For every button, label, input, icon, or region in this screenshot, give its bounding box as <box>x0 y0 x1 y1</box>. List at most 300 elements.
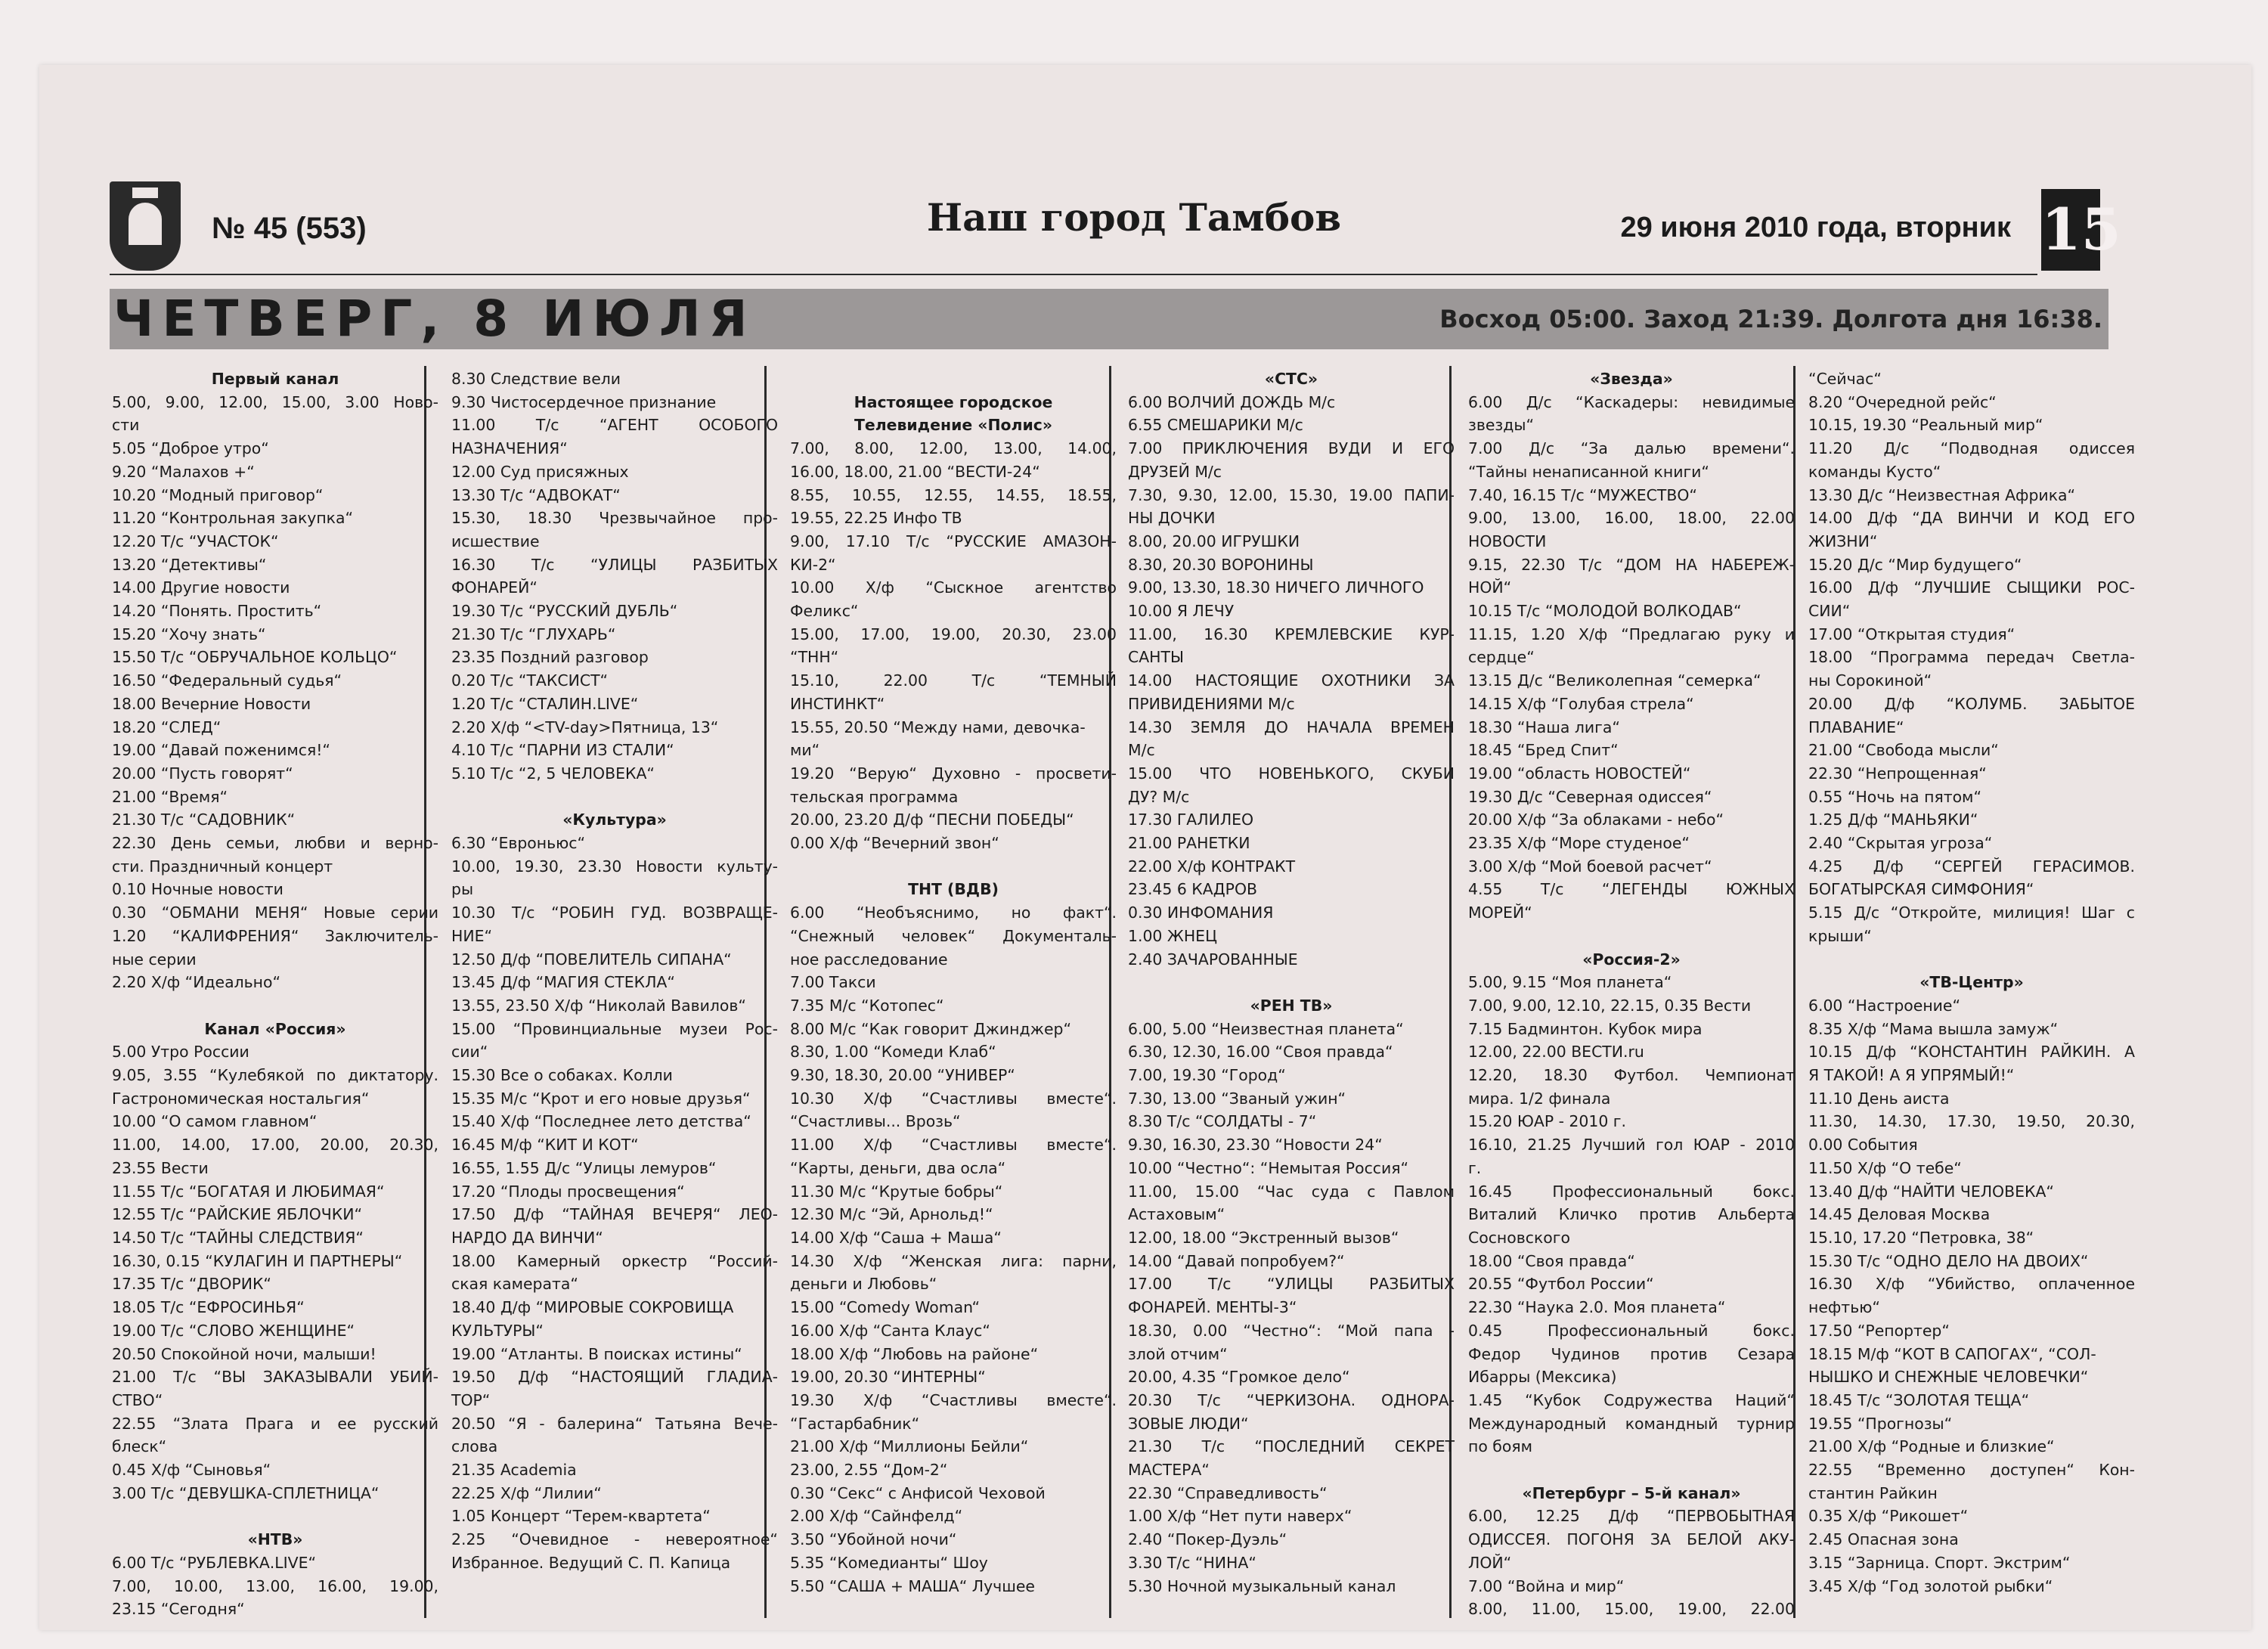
program-line: 0.35 Х/ф “Рикошет“ <box>1808 1507 1969 1526</box>
program-line: 23.35 Х/ф “Море студеное“ <box>1468 834 1690 853</box>
program-line: 21.30 Т/с “ГЛУХАРЬ“ <box>451 625 616 643</box>
channel-heading: «Культура» <box>562 811 667 829</box>
program-line: 11.20 “Контрольная закупка“ <box>112 509 354 528</box>
program-line: 15.30 Все о собаках. Колли <box>451 1066 673 1085</box>
program-line: 5.00, 9.00, 12.00, 15.00, 3.00 Ново- <box>112 392 438 411</box>
channel-heading: «РЕН ТВ» <box>1250 996 1333 1015</box>
program-line: 19.00 “Давай поженимся!“ <box>112 741 330 760</box>
program-line: 15.00 “Провинциальные музеи Рос- <box>451 1019 778 1038</box>
program-line: 22.25 Х/ф “Лилии“ <box>451 1483 602 1502</box>
spacer <box>1468 1458 1795 1482</box>
program-line: 8.00 М/с “Как говорит Джинджер“ <box>790 1019 1072 1038</box>
spacer <box>790 855 1117 879</box>
program-line: ИНСТИНКТ“ <box>790 694 885 713</box>
program-line: 16.45 Профессиональный бокс. <box>1468 1182 1795 1201</box>
program-line: 16.00 Д/ф “ЛУЧШИЕ СЫЩИКИ РОС- <box>1808 578 2135 597</box>
program-line: деньги и Любовь“ <box>790 1275 937 1294</box>
program-line: 16.55, 1.55 Д/с “Улицы лемуров“ <box>451 1158 717 1177</box>
program-line: 13.40 Д/ф “НАЙТИ ЧЕЛОВЕКА“ <box>1808 1182 2054 1201</box>
program-line: 0.30 “ОБМАНИ МЕНЯ“ Новые серии <box>112 904 438 922</box>
program-line: ми“ <box>790 741 820 760</box>
program-line: звезды“ <box>1468 416 1535 435</box>
city-crest-icon <box>110 181 181 271</box>
program-line: 18.40 Д/ф “МИРОВЫЕ СОКРОВИЩА <box>451 1298 734 1317</box>
program-line: ФОНАРЕЙ“ <box>451 578 538 597</box>
program-line: 9.30, 18.30, 20.00 “УНИВЕР“ <box>790 1066 1015 1085</box>
program-line: 1.20 Т/с “СТАЛИН.LIVE“ <box>451 694 639 713</box>
tv-column-6 <box>1808 367 2135 1598</box>
program-line: 19.00 “Атланты. В поисках истины“ <box>451 1344 742 1363</box>
program-line: “Сейчас“ <box>1808 370 1882 388</box>
program-line: 16.50 “Федеральный судья“ <box>112 671 342 690</box>
program-line: 10.00 Я ЛЕЧУ <box>1128 602 1235 621</box>
program-line: 3.30 Т/с “НИНА“ <box>1128 1553 1256 1572</box>
program-line: 7.35 М/с “Котопес“ <box>790 996 944 1015</box>
program-line: 19.30 Т/с “РУССКИЙ ДУБЛЬ“ <box>451 602 678 621</box>
program-line: НОВОСТИ <box>1468 532 1547 550</box>
program-line: СИИ“ <box>1808 602 1851 621</box>
program-line: 23.00, 2.55 “Дом-2“ <box>790 1461 948 1480</box>
program-line: по боям <box>1468 1437 1532 1456</box>
program-line: 0.45 Х/ф “Сыновья“ <box>112 1461 271 1480</box>
program-line: 5.30 Ночной музыкальный канал <box>1128 1576 1396 1595</box>
program-line: Ибарры (Мексика) <box>1468 1368 1617 1387</box>
program-line: ЗОВЫЕ ЛЮДИ“ <box>1128 1414 1249 1433</box>
program-line: 5.05 “Доброе утро“ <box>112 439 269 458</box>
program-line: 2.40 “Скрытая угроза“ <box>1808 834 1993 853</box>
program-line: 7.40, 16.15 Т/с “МУЖЕСТВО“ <box>1468 485 1697 504</box>
program-line: 2.25 “Очевидное - невероятное“ <box>451 1530 778 1549</box>
program-line: 15.10, 22.00 Т/с “ТЕМНЫЙ <box>790 671 1117 690</box>
program-line: 20.00 Д/ф “КОЛУМБ. ЗАБЫТОЕ <box>1808 694 2135 713</box>
program-line: ФОНАРЕЙ. МЕНТЫ-3“ <box>1128 1298 1297 1317</box>
program-line: 17.30 ГАЛИЛЕО <box>1128 811 1254 829</box>
channel-heading: «ТВ-Центр» <box>1919 973 2024 992</box>
spacer <box>1808 948 2135 972</box>
program-line: 11.00, 15.00 “Час суда с Павлом <box>1128 1182 1455 1201</box>
program-line: Избранное. Ведущий С. П. Капица <box>451 1553 731 1572</box>
program-line: 7.00 Такси <box>790 973 876 992</box>
program-line: 10.30 Т/с “РОБИН ГУД. ВОЗВРАЩЕ- <box>451 904 778 922</box>
program-line: 10.15, 19.30 “Реальный мир“ <box>1808 416 2043 435</box>
program-line: 17.50 Д/ф “ТАЙНАЯ ВЕЧЕРЯ“ ЛЕО- <box>451 1205 778 1224</box>
program-line: 1.45 “Кубок Содружества Наций“ <box>1468 1390 1795 1409</box>
program-line: 10.00 “Честно“: “Немытая Россия“ <box>1128 1158 1409 1177</box>
program-line: 17.00 Т/с “УЛИЦЫ РАЗБИТЫХ <box>1128 1275 1455 1294</box>
program-line: 14.50 Т/с “ТАЙНЫ СЛЕДСТВИЯ“ <box>112 1229 364 1247</box>
program-line: 23.35 Поздний разговор <box>451 648 649 667</box>
program-line: НАРДО ДА ВИНЧИ“ <box>451 1229 603 1247</box>
program-line: 10.00 “О самом главном“ <box>112 1112 318 1131</box>
program-line: 7.00 Д/с “За далью времени“. <box>1468 439 1795 458</box>
program-line: 7.30, 9.30, 12.00, 15.30, 19.00 ПАПИ- <box>1128 485 1455 504</box>
program-line: 5.50 “САША + МАША“ Лучшее <box>790 1576 1035 1595</box>
program-line: 6.00, 5.00 “Неизвестная планета“ <box>1128 1019 1404 1038</box>
program-line: 7.00, 10.00, 13.00, 16.00, 19.00, <box>112 1576 438 1595</box>
program-line: 13.20 “Детективы“ <box>112 555 267 574</box>
program-line: 7.00, 9.00, 12.10, 22.15, 0.35 Вести <box>1468 996 1752 1015</box>
program-line: СТВО“ <box>112 1390 163 1409</box>
program-line: 0.30 “Секс“ с Анфисой Чеховой <box>790 1483 1046 1502</box>
program-line: 9.20 “Малахов +“ <box>112 462 255 481</box>
channel-heading: «Петербург – 5-й канал» <box>1522 1483 1741 1502</box>
program-line: слова <box>451 1437 498 1456</box>
program-line: ДУ? М/с <box>1128 787 1190 806</box>
program-line: крыши“ <box>1808 926 1872 945</box>
program-line: Астаховым“ <box>1128 1205 1225 1224</box>
program-line: тельская программа <box>790 787 959 806</box>
program-line: 10.00 Х/ф “Сыскное агентство <box>790 578 1117 597</box>
program-line: 3.15 “Зарница. Спорт. Экстрим“ <box>1808 1553 2071 1572</box>
program-line: 10.15 Т/с “МОЛОДОЙ ВОЛКОДАВ“ <box>1468 602 1742 621</box>
program-line: 15.20 Д/с “Мир будущего“ <box>1808 555 2022 574</box>
program-line: 14.00 Д/ф “ДА ВИНЧИ И КОД ЕГО <box>1808 509 2135 528</box>
program-line: 0.55 “Ночь на пятом“ <box>1808 787 1982 806</box>
program-line: КУЛЬТУРЫ“ <box>451 1321 544 1340</box>
program-line: 3.50 “Убойной ночи“ <box>790 1530 957 1549</box>
program-line: 5.15 Д/с “Откройте, милиция! Шаг с <box>1808 904 2135 922</box>
program-line: 14.45 Деловая Москва <box>1808 1205 1991 1224</box>
program-line: 17.35 Т/с “ДВОРИК“ <box>112 1275 271 1294</box>
program-line: 14.20 “Понять. Простить“ <box>112 602 322 621</box>
program-line: 6.00 ВОЛЧИЙ ДОЖДЬ М/с <box>1128 392 1336 411</box>
program-line: сердце“ <box>1468 648 1535 667</box>
program-line: 11.00 Т/с “АГЕНТ ОСОБОГО <box>451 416 778 435</box>
program-line: 15.40 Х/ф “Последнее лето детства“ <box>451 1112 751 1131</box>
program-line: сти <box>112 416 140 435</box>
page-number: 15 <box>2041 189 2100 271</box>
spacer <box>112 994 438 1018</box>
program-line: 12.00, 22.00 ВЕСТИ.ru <box>1468 1043 1644 1062</box>
program-line: 19.00 “область НОВОСТЕЙ“ <box>1468 764 1691 783</box>
program-line: 11.50 Х/ф “О тебе“ <box>1808 1158 1962 1177</box>
program-line: 0.30 ИНФОМАНИЯ <box>1128 904 1274 922</box>
program-line: 23.45 6 КАДРОВ <box>1128 880 1258 899</box>
program-line: 10.00, 19.30, 23.30 Новости культу- <box>451 857 778 876</box>
program-line: 1.00 ЖНЕЦ <box>1128 926 1217 945</box>
program-line: Международный командный турнир <box>1468 1414 1795 1433</box>
channel-heading: «СТС» <box>1264 370 1318 388</box>
program-line: 3.00 Х/ф “Мой боевой расчет“ <box>1468 857 1712 876</box>
channel-heading: «Звезда» <box>1590 370 1673 388</box>
program-line: 18.05 Т/с “ЕФРОСИНЬЯ“ <box>112 1298 305 1317</box>
program-line: 20.55 “Футбол России“ <box>1468 1275 1654 1294</box>
program-line: 23.55 Вести <box>112 1158 209 1177</box>
program-line: 0.20 Т/с “ТАКСИСТ“ <box>451 671 609 690</box>
program-line: 8.30, 1.00 “Комеди Клаб“ <box>790 1043 996 1062</box>
program-line: 3.00 Т/с “ДЕВУШКА-СПЛЕТНИЦА“ <box>112 1483 380 1502</box>
program-line: 12.55 Т/с “РАЙСКИЕ ЯБЛОЧКИ“ <box>112 1205 363 1224</box>
program-line: 15.00, 17.00, 19.00, 20.30, 23.00 <box>790 625 1117 643</box>
program-line: 19.30 Х/ф “Счастливы вместе“. <box>790 1390 1117 1409</box>
program-line: 2.40 ЗАЧАРОВАННЫЕ <box>1128 950 1298 969</box>
program-line: 20.00, 23.20 Д/ф “ПЕСНИ ПОБЕДЫ“ <box>790 811 1074 829</box>
program-line: 0.00 События <box>1808 1136 1918 1155</box>
program-line: Виталий Кличко против Альберта <box>1468 1205 1795 1224</box>
program-line: 20.30 Т/с “ЧЕРКИЗОНА. ОДНОРА- <box>1128 1390 1455 1409</box>
program-line: 14.15 Х/ф “Голубая стрела“ <box>1468 694 1694 713</box>
program-line: 18.00 Х/ф “Любовь на районе“ <box>790 1344 1039 1363</box>
program-line: ные серии <box>112 950 197 969</box>
program-line: 9.00, 13.30, 18.30 НИЧЕГО ЛИЧНОГО <box>1128 578 1424 597</box>
program-line: 12.50 Д/ф “ПОВЕЛИТЕЛЬ СИПАНА“ <box>451 950 732 969</box>
program-line: сти. Праздничный концерт <box>112 857 333 876</box>
program-line: 15.50 Т/с “ОБРУЧАЛЬНОЕ КОЛЬЦО“ <box>112 648 398 667</box>
program-line: 8.00, 11.00, 15.00, 19.00, 22.00 <box>1468 1600 1795 1619</box>
program-line: 19.00, 20.30 “ИНТЕРНЫ“ <box>790 1368 986 1387</box>
program-line: 11.15, 1.20 Х/ф “Предлагаю руку и <box>1468 625 1795 643</box>
channel-heading: Телевидение «Полис» <box>854 416 1053 435</box>
program-line: 6.00 “Настроение“ <box>1808 996 1961 1015</box>
sun-info: Восход 05:00. Заход 21:39. Долгота дня 16:38. <box>1439 305 2102 333</box>
program-line: 6.30 “Евроньюс“ <box>451 834 586 853</box>
program-line: “Тайны ненаписанной книги“ <box>1468 462 1709 481</box>
program-line: 18.45 Т/с “ЗОЛОТАЯ ТЕЩА“ <box>1808 1390 2030 1409</box>
program-line: 18.20 “СЛЕД“ <box>112 718 222 736</box>
program-line: 6.00 Т/с “РУБЛЕВКА.LIVE“ <box>112 1553 317 1572</box>
program-line: КИ-2“ <box>790 555 836 574</box>
program-line: 2.00 Х/ф “Сайнфелд“ <box>790 1507 963 1526</box>
program-line: 7.00, 8.00, 12.00, 13.00, 14.00, <box>790 439 1117 458</box>
program-line: г. <box>1468 1158 1482 1177</box>
program-line: 8.35 Х/ф “Мама вышла замуж“ <box>1808 1019 2059 1038</box>
program-line: 0.10 Ночные новости <box>112 880 284 899</box>
program-line: ны Сорокиной“ <box>1808 671 1932 690</box>
program-line: НЫШКО И СНЕЖНЫЕ ЧЕЛОВЕЧКИ“ <box>1808 1368 2089 1387</box>
program-line: 7.00 “Война и мир“ <box>1468 1576 1625 1595</box>
program-line: 2.40 “Покер-Дуэль“ <box>1128 1530 1287 1549</box>
program-line: 9.05, 3.55 “Кулебякой по диктатору. <box>112 1066 438 1085</box>
program-line: 21.35 Academia <box>451 1461 577 1480</box>
program-line: 8.30, 20.30 ВОРОНИНЫ <box>1128 555 1314 574</box>
tv-column-5 <box>1468 367 1795 1621</box>
program-line: блеск“ <box>112 1437 167 1456</box>
program-line: 7.15 Бадминтон. Кубок мира <box>1468 1019 1703 1038</box>
program-line: 13.55, 23.50 Х/ф “Николай Вавилов“ <box>451 996 746 1015</box>
program-line: 12.20, 18.30 Футбол. Чемпионат <box>1468 1066 1795 1085</box>
tv-column-3 <box>790 367 1117 1598</box>
program-line: 2.20 Х/ф “Идеально“ <box>112 973 281 992</box>
program-line: Федор Чудинов против Сезара <box>1468 1344 1795 1363</box>
program-line: исшествие <box>451 532 540 550</box>
tv-column-1 <box>112 367 438 1621</box>
program-line: 14.00 НАСТОЯЩИЕ ОХОТНИКИ ЗА <box>1128 671 1455 690</box>
channel-heading: ТНТ (ВДВ) <box>908 880 999 899</box>
program-line: команды Кусто“ <box>1808 462 1941 481</box>
header-divider <box>110 274 2037 275</box>
program-line: 22.55 “Временно доступен“ Кон- <box>1808 1461 2135 1480</box>
program-line: САНТЫ <box>1128 648 1184 667</box>
program-line: 19.20 “Верую“ Духовно - просвети- <box>790 764 1117 783</box>
program-line: 18.00 Вечерние Новости <box>112 694 311 713</box>
program-line: 10.30 Х/ф “Счастливы вместе“. <box>790 1089 1117 1108</box>
program-line: Я ТАКОЙ! А Я УПРЯМЫЙ!“ <box>1808 1066 2015 1085</box>
program-line: ЛОЙ“ <box>1468 1553 1512 1572</box>
program-line: БОГАТЫРСКАЯ СИМФОНИЯ“ <box>1808 880 2034 899</box>
program-line: 7.00 ПРИКЛЮЧЕНИЯ ВУДИ И ЕГО <box>1128 439 1455 458</box>
program-line: 19.55, 22.25 Инфо ТВ <box>790 509 962 528</box>
program-line: 16.45 М/ф “КИТ И КОТ“ <box>451 1136 639 1155</box>
program-line: 2.20 Х/ф “<TV-day>Пятница, 13“ <box>451 718 719 736</box>
program-line: 19.30 Д/с “Северная одиссея“ <box>1468 787 1712 806</box>
program-line: ТОР“ <box>451 1390 491 1409</box>
program-line: 21.00 РАНЕТКИ <box>1128 834 1250 853</box>
program-line: 16.10, 21.25 Лучший гол ЮАР - 2010 <box>1468 1136 1795 1155</box>
program-line: 15.00 “Comedy Woman“ <box>790 1298 981 1317</box>
issue-date: 29 июня 2010 года, вторник <box>1620 212 2011 243</box>
program-line: 3.45 Х/ф “Год золотой рыбки“ <box>1808 1576 2053 1595</box>
program-line: 10.15 Д/ф “КОНСТАНТИН РАЙКИН. А <box>1808 1043 2135 1062</box>
program-line: 17.50 “Репортер“ <box>1808 1321 1950 1340</box>
program-line: М/с <box>1128 741 1155 760</box>
program-line: “ТНН“ <box>790 648 839 667</box>
program-line: 18.45 “Бред Спит“ <box>1468 741 1619 760</box>
program-line: “Карты, деньги, два осла“ <box>790 1158 1006 1177</box>
program-line: 14.00 Х/ф “Саша + Маша“ <box>790 1228 1002 1247</box>
program-line: 6.00 “Необъяснимо, но факт“. <box>790 904 1117 922</box>
channel-heading: «Россия-2» <box>1582 950 1681 969</box>
program-line: 6.00 Д/с “Каскадеры: невидимые <box>1468 392 1795 411</box>
program-line: 22.55 “Злата Прага и ее русский <box>112 1414 438 1433</box>
program-line: 5.10 Т/с “2, 5 ЧЕЛОВЕКА“ <box>451 764 655 783</box>
program-line: 13.30 Д/с “Неизвестная Африка“ <box>1808 485 2076 504</box>
program-line: 9.00, 13.00, 16.00, 18.00, 22.00 <box>1468 509 1795 528</box>
program-line: 22.30 “Наука 2.0. Моя планета“ <box>1468 1298 1726 1317</box>
program-line: 1.25 Д/ф “МАНЬЯКИ“ <box>1808 811 1978 829</box>
program-line: 17.20 “Плоды просвещения“ <box>451 1182 685 1201</box>
program-line: 13.15 Д/с “Великолепная “семерка“ <box>1468 671 1761 690</box>
program-line: 11.00 Х/ф “Счастливы вместе“. <box>790 1136 1117 1155</box>
program-line: “Гастарбабник“ <box>790 1414 920 1433</box>
program-line: 22.30 “Справедливость“ <box>1128 1483 1328 1502</box>
channel-heading: «НТВ» <box>247 1530 303 1549</box>
program-line: 15.00 ЧТО НОВЕНЬКОГО, СКУБИ <box>1128 764 1455 783</box>
program-line: нефтью“ <box>1808 1298 1880 1317</box>
program-line: 15.30 Т/с “ОДНО ДЕЛО НА ДВОИХ“ <box>1808 1251 2089 1270</box>
program-line: Гастрономическая ностальгия“ <box>112 1089 370 1108</box>
channel-heading: Канал «Россия» <box>204 1019 346 1038</box>
program-line: 14.00 Другие новости <box>112 578 290 597</box>
program-line: 5.00 Утро России <box>112 1043 249 1062</box>
program-line: 0.00 Х/ф “Вечерний звон“ <box>790 834 999 853</box>
program-line: 18.00 “Программа передач Светла- <box>1808 648 2135 667</box>
program-line: 1.05 Концерт “Терем-квартета“ <box>451 1507 711 1526</box>
program-line: 14.30 Х/ф “Женская лига: парни, <box>790 1251 1117 1270</box>
program-line: ПРИВИДЕНИЯМИ М/с <box>1128 694 1295 713</box>
program-line: 16.30 Т/с “УЛИЦЫ РАЗБИТЫХ <box>451 555 778 574</box>
program-line: 7.00, 19.30 “Город“ <box>1128 1066 1286 1085</box>
program-line: 4.25 Д/ф “СЕРГЕЙ ГЕРАСИМОВ. <box>1808 857 2135 876</box>
program-line: 23.15 “Сегодня“ <box>112 1600 245 1619</box>
program-line: 11.20 Д/с “Подводная одиссея <box>1808 439 2135 458</box>
tv-column-4 <box>1128 367 1455 1598</box>
program-line: 17.00 “Открытая студия“ <box>1808 625 2015 643</box>
program-line: ЖИЗНИ“ <box>1808 532 1878 550</box>
program-line: 18.30 “Наша лига“ <box>1468 718 1620 736</box>
program-line: НИЕ“ <box>451 926 493 945</box>
program-line: 11.55 Т/с “БОГАТАЯ И ЛЮБИМАЯ“ <box>112 1182 385 1201</box>
spacer <box>790 367 1117 391</box>
program-line: 19.50 Д/ф “НАСТОЯЩИЙ ГЛАДИА- <box>451 1368 778 1387</box>
program-line: мира. 1/2 финала <box>1468 1089 1611 1108</box>
program-line: 13.30 Т/с “АДВОКАТ“ <box>451 485 621 504</box>
spacer <box>451 786 778 809</box>
program-line: 6.30, 12.30, 16.00 “Своя правда“ <box>1128 1043 1393 1062</box>
program-line: 18.15 М/ф “КОТ В САПОГАХ“, “СОЛ- <box>1808 1344 2096 1363</box>
program-line: НАЗНАЧЕНИЯ“ <box>451 439 568 458</box>
newspaper-title: Наш город Тамбов <box>926 195 1342 240</box>
program-line: 11.00, 16.30 КРЕМЛЕВСКИЕ КУР- <box>1128 625 1455 643</box>
program-line: сии“ <box>451 1043 488 1062</box>
program-line: 7.30, 13.00 “Званый ужин“ <box>1128 1089 1346 1108</box>
issue-number: № 45 (553) <box>212 212 367 245</box>
program-line: 15.10, 17.20 “Петровка, 38“ <box>1808 1229 2034 1247</box>
program-line: 12.00 Суд присяжных <box>451 462 629 481</box>
program-line: 16.30, 0.15 “КУЛАГИН И ПАРТНЕРЫ“ <box>112 1251 403 1270</box>
program-line: ДРУЗЕЙ М/с <box>1128 462 1222 481</box>
program-line: ры <box>451 880 474 899</box>
program-line: 21.30 Т/с “ПОСЛЕДНИЙ СЕКРЕТ <box>1128 1437 1455 1456</box>
spacer <box>1128 971 1455 994</box>
channel-heading: Первый канал <box>211 370 339 388</box>
program-line: 8.30 Следствие вели <box>451 370 621 388</box>
program-line: 15.55, 20.50 “Между нами, девочка- <box>790 718 1086 736</box>
program-line: 18.00 Камерный оркестр “Россий- <box>451 1251 778 1270</box>
program-line: 16.00, 18.00, 21.00 “ВЕСТИ-24“ <box>790 462 1040 481</box>
program-line: 22.00 Х/ф КОНТРАКТ <box>1128 857 1296 876</box>
program-line: 5.00, 9.15 “Моя планета“ <box>1468 973 1672 992</box>
program-line: 9.30, 16.30, 23.30 “Новости 24“ <box>1128 1136 1383 1155</box>
program-line: 15.30, 18.30 Чрезвычайное про- <box>451 509 778 528</box>
program-line: 8.55, 10.55, 12.55, 14.55, 18.55, <box>790 485 1117 504</box>
program-line: ОДИССЕЯ. ПОГОНЯ ЗА БЕЛОЙ АКУ- <box>1468 1530 1795 1549</box>
program-line: 12.30 М/с “Эй, Арнольд!“ <box>790 1205 993 1224</box>
program-line: 19.55 “Прогнозы“ <box>1808 1414 1953 1433</box>
program-line: 22.30 “Непрощенная“ <box>1808 764 1987 783</box>
program-line: 13.45 Д/ф “МАГИЯ СТЕКЛА“ <box>451 973 675 992</box>
program-line: 12.20 Т/с “УЧАСТОК“ <box>112 532 279 550</box>
program-line: 12.00, 18.00 “Экстренный вызов“ <box>1128 1229 1399 1247</box>
program-line: Сосновского <box>1468 1229 1570 1247</box>
channel-heading: Настоящее городское <box>854 392 1053 411</box>
program-line: Феликс“ <box>790 602 859 621</box>
program-line: 6.00, 12.25 Д/ф “ПЕРВОБЫТНАЯ <box>1468 1507 1795 1526</box>
program-line: 5.35 “Комедианты“ Шоу <box>790 1553 988 1572</box>
program-line: 21.00 “Свобода мысли“ <box>1808 741 1999 760</box>
program-line: 16.00 Х/ф “Санта Клаус“ <box>790 1321 990 1340</box>
program-line: 11.30 М/с “Крутые бобры“ <box>790 1182 1003 1201</box>
program-line: 20.50 Спокойной ночи, малыши! <box>112 1344 376 1363</box>
program-line: ПЛАВАНИЕ“ <box>1808 718 1904 736</box>
program-line: 14.00 “Давай попробуем?“ <box>1128 1251 1345 1270</box>
program-line: ное расследование <box>790 950 948 969</box>
program-line: 10.20 “Модный приговор“ <box>112 485 324 504</box>
spacer <box>112 1505 438 1528</box>
program-line: 0.45 Профессиональный бокс. <box>1468 1321 1795 1340</box>
program-line: 8.30 Т/с “СОЛДАТЫ - 7“ <box>1128 1112 1317 1131</box>
program-line: “Счастливы... Врозь“ <box>790 1112 961 1131</box>
program-line: 20.00 “Пусть говорят“ <box>112 764 293 783</box>
program-line: 9.00, 17.10 Т/с “РУССКИЕ АМАЗОН- <box>790 532 1117 550</box>
program-line: НОЙ“ <box>1468 578 1512 597</box>
program-line: 22.30 День семьи, любви и верно- <box>112 834 438 853</box>
program-line: 9.15, 22.30 Т/с “ДОМ НА НАБЕРЕЖ- <box>1468 555 1795 574</box>
program-line: 14.30 ЗЕМЛЯ ДО НАЧАЛА ВРЕМЕН <box>1128 718 1455 736</box>
program-line: НЫ ДОЧКИ <box>1128 509 1216 528</box>
program-line: 4.10 Т/с “ПАРНИ ИЗ СТАЛИ“ <box>451 741 674 760</box>
program-line: 1.20 “КАЛИФРЕНИЯ“ Заключитель- <box>112 926 438 945</box>
program-line: МАСТЕРА“ <box>1128 1461 1210 1480</box>
